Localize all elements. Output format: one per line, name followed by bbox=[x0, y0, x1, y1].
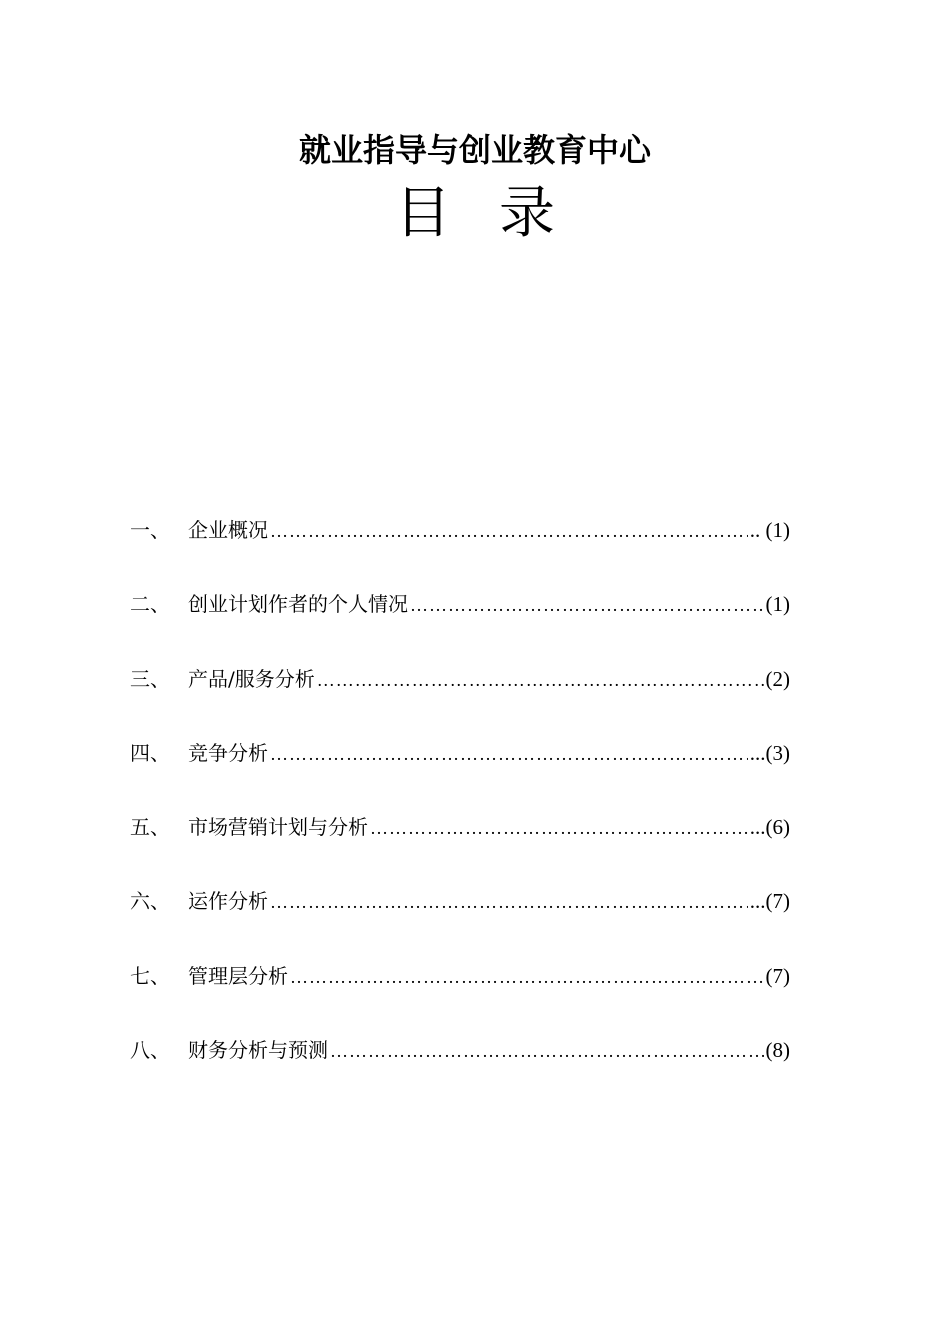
toc-leader-dots bbox=[270, 884, 748, 920]
toc-entry-7[interactable] bbox=[130, 958, 790, 1032]
toc-entry-line bbox=[188, 1032, 790, 1069]
toc-entry-1[interactable] bbox=[130, 512, 790, 586]
toc-entry-label: 财务分析与预测 bbox=[188, 1038, 328, 1063]
toc-entry-line bbox=[188, 809, 790, 846]
toc-entry-number: 二、 bbox=[130, 592, 170, 617]
toc-entry-label: 管理层分析 bbox=[188, 963, 288, 988]
toc-entry-line bbox=[188, 735, 790, 772]
toc-entry-number: 三、 bbox=[130, 666, 170, 691]
toc-entry-label: 企业概况 bbox=[188, 518, 268, 542]
toc-heading bbox=[0, 180, 950, 248]
toc-entry-page: ...(3) bbox=[749, 740, 790, 765]
toc-entry-page: .. (1) bbox=[749, 518, 790, 542]
toc-leader-dots bbox=[270, 513, 748, 549]
toc-entry-5[interactable] bbox=[130, 809, 790, 883]
toc-entry-6[interactable] bbox=[130, 883, 790, 957]
toc-entry-page: ...(6) bbox=[749, 815, 790, 840]
toc-entry-label: 运作分析 bbox=[188, 889, 268, 914]
toc-entry-page: (7) bbox=[765, 963, 790, 988]
toc-leader-dots bbox=[317, 662, 764, 698]
toc-leader-dots bbox=[330, 1033, 764, 1069]
toc-entry-page: (2) bbox=[765, 666, 790, 691]
toc-leader-dots bbox=[290, 959, 764, 995]
toc-entry-page: ...(7) bbox=[749, 889, 790, 914]
toc-entry-line bbox=[188, 512, 790, 549]
toc-entry-number: 六、 bbox=[130, 889, 170, 914]
toc-entry-label: 创业计划作者的个人情况 bbox=[188, 592, 408, 617]
toc-entry-3[interactable] bbox=[130, 661, 790, 735]
toc-entry-number: 四、 bbox=[130, 740, 170, 765]
toc-entry-line bbox=[188, 883, 790, 920]
toc-leader-dots bbox=[370, 810, 748, 846]
toc-heading-char-1: 目 bbox=[395, 181, 451, 246]
toc-entry-line bbox=[188, 586, 790, 623]
toc-list bbox=[130, 512, 790, 1106]
toc-entry-label: 竞争分析 bbox=[188, 740, 268, 765]
toc-entry-number: 一、 bbox=[130, 518, 170, 542]
toc-entry-number: 七、 bbox=[130, 963, 170, 988]
toc-entry-label: 产品/服务分析 bbox=[188, 666, 315, 691]
toc-entry-8[interactable] bbox=[130, 1032, 790, 1106]
toc-leader-dots bbox=[270, 736, 748, 772]
toc-leader-dots bbox=[410, 587, 764, 623]
toc-entry-page: (1) bbox=[765, 592, 790, 617]
toc-entry-4[interactable] bbox=[130, 735, 790, 809]
toc-entry-line bbox=[188, 958, 790, 995]
toc-heading-char-2: 录 bbox=[499, 181, 555, 246]
toc-entry-number: 八、 bbox=[130, 1038, 170, 1063]
toc-entry-label: 市场营销计划与分析 bbox=[188, 815, 368, 840]
org-title: 就业指导与创业教育中心 bbox=[298, 131, 651, 169]
toc-entry-line bbox=[188, 661, 790, 698]
toc-entry-2[interactable] bbox=[130, 586, 790, 660]
toc-entry-number: 五、 bbox=[130, 815, 170, 840]
toc-entry-page: (8) bbox=[765, 1038, 790, 1063]
